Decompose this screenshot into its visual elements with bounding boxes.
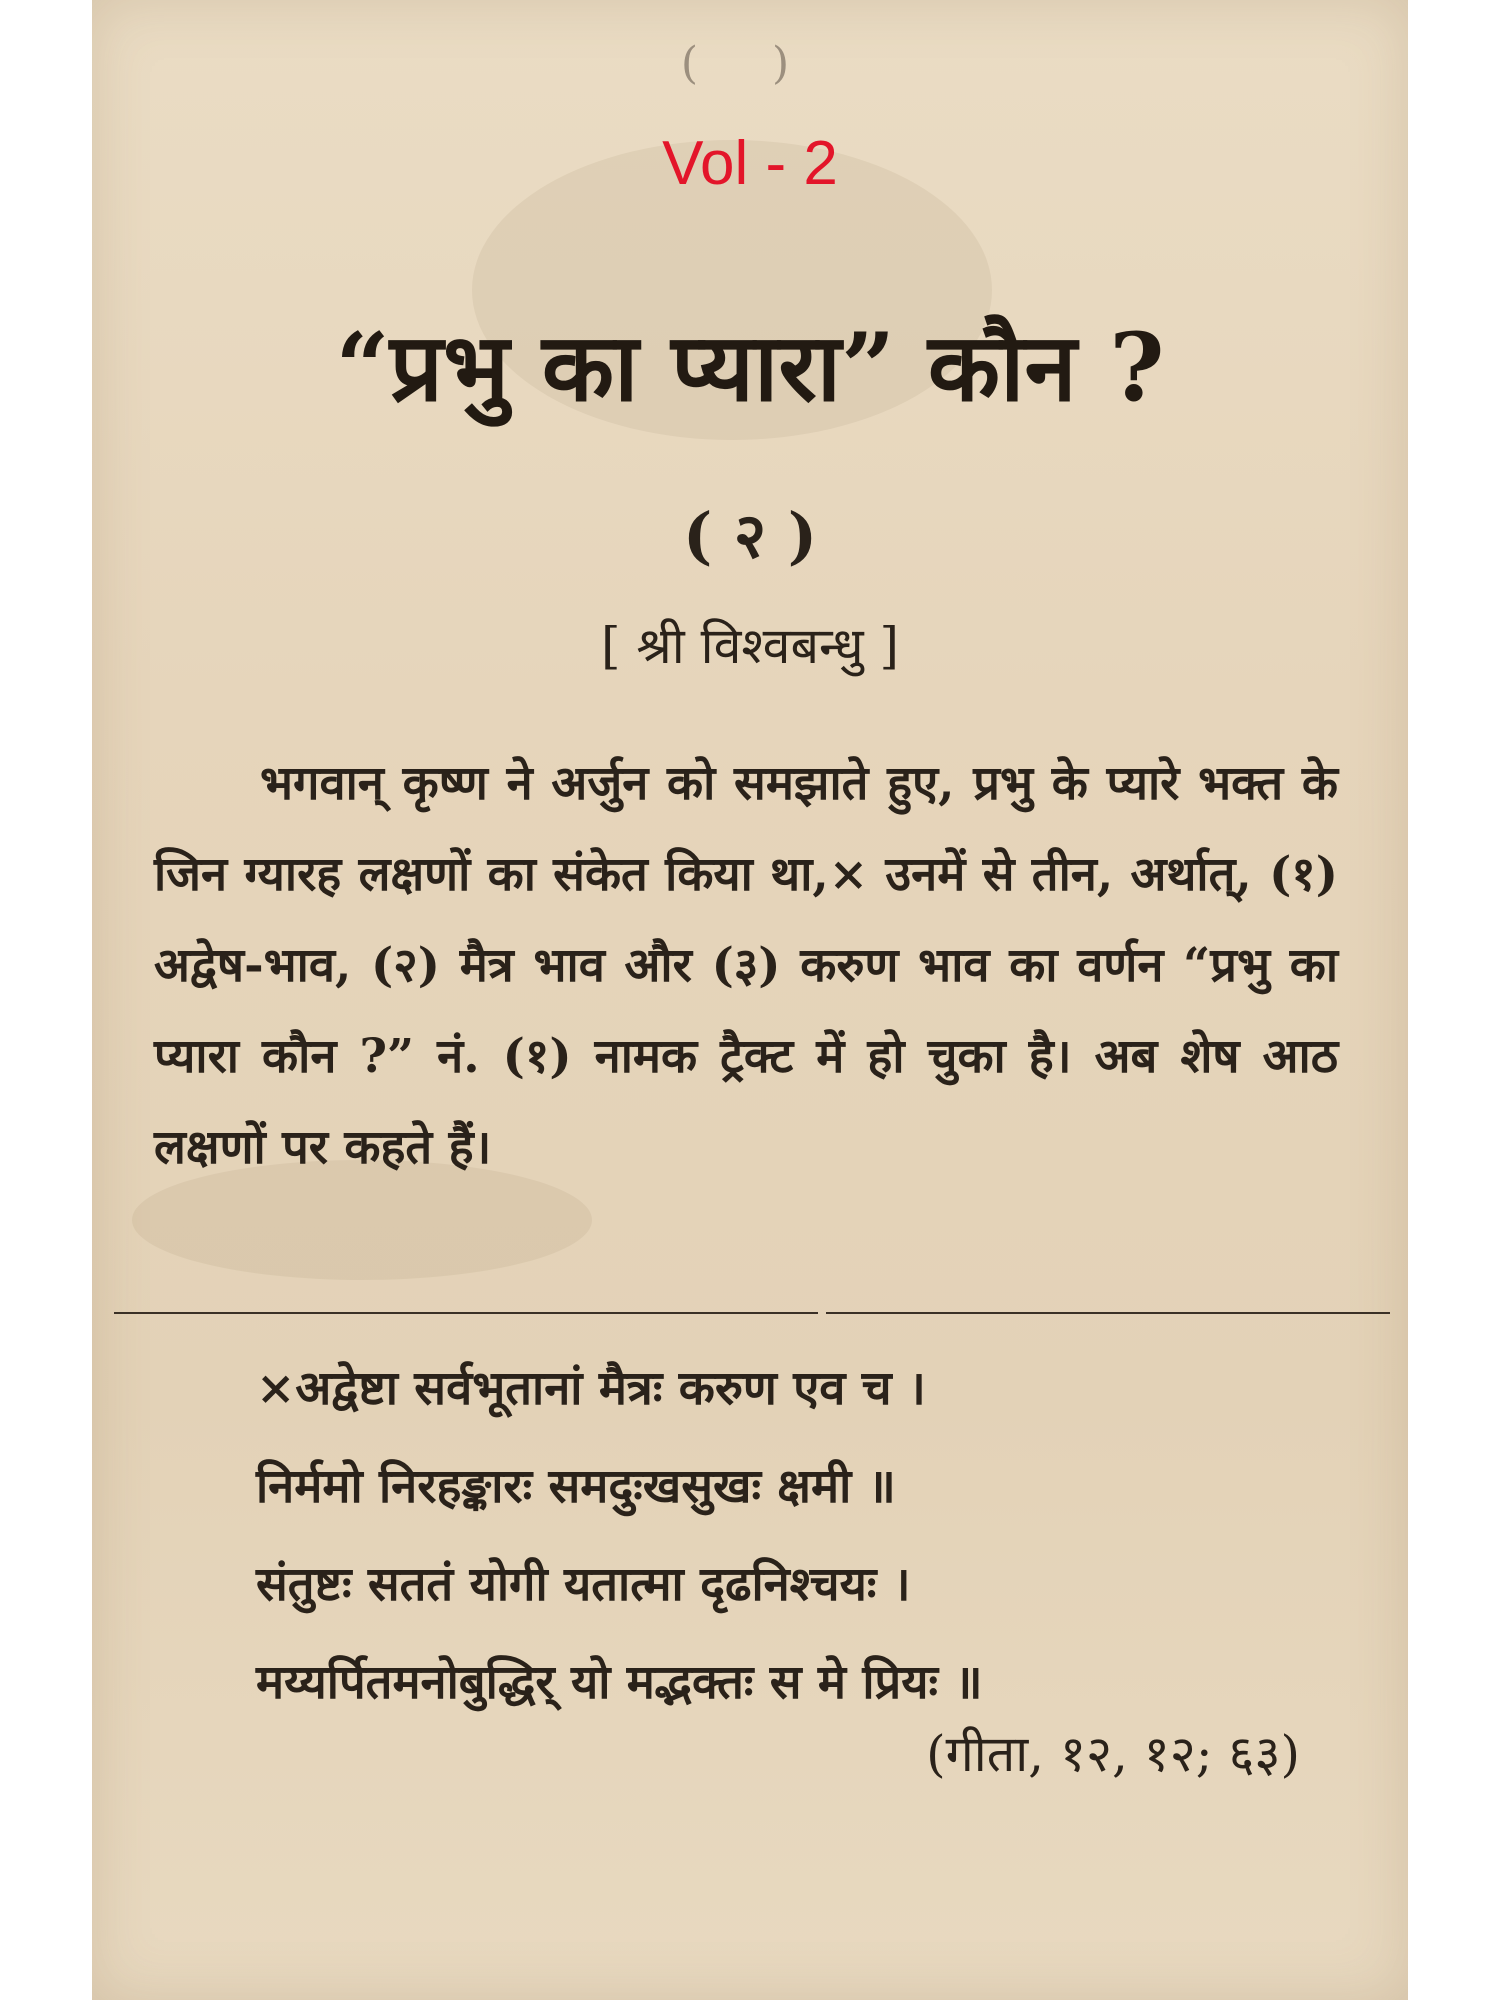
page-title: “प्रभु का प्यारा” कौन ? — [335, 313, 1165, 423]
footnote-verse — [256, 1340, 1316, 1732]
verse-line: संतुष्टः सततं योगी यतात्मा दृढनिश्चयः । — [256, 1557, 911, 1612]
page-number: ( ) — [680, 38, 820, 89]
footnote-divider — [114, 1312, 818, 1314]
verse-line: निर्ममो निरहङ्कारः समदुःखसुखः क्षमी ॥ — [256, 1459, 896, 1514]
volume-label: Vol - 2 — [662, 129, 838, 198]
verse-line: मय्यर्पितमनोबुद्धिर् यो मद्भक्तः स मे प्रियः ॥ — [256, 1655, 983, 1710]
footnote-divider — [826, 1312, 1390, 1314]
author-byline: [ श्री विश्वबन्धु ] — [601, 617, 899, 675]
body-paragraph: भगवान् कृष्ण ने अर्जुन को समझाते हुए, प्रभु के प्यारे भक्त के जिन ग्यारह लक्षणों का संकेत किया था,× उनमें से तीन, अर्थात्, (१) अद्वेष-भाव, (२) मैत्र भाव और (३) करुण भाव का वर्णन “प्रभु का प्यारा कौन ?” नं. (१) नामक ट्रैक्ट में हो चुका है। अब शेष आठ लक्षणों पर कहते हैं। — [154, 756, 1338, 1175]
verse-line: ×अद्वेष्टा सर्वभूतानां मैत्रः करुण एव च । — [256, 1361, 926, 1416]
verse-citation: (गीता, १२, १२; ६३) — [926, 1725, 1300, 1783]
document-page — [92, 0, 1408, 2000]
part-number: ( २ ) — [682, 499, 818, 572]
